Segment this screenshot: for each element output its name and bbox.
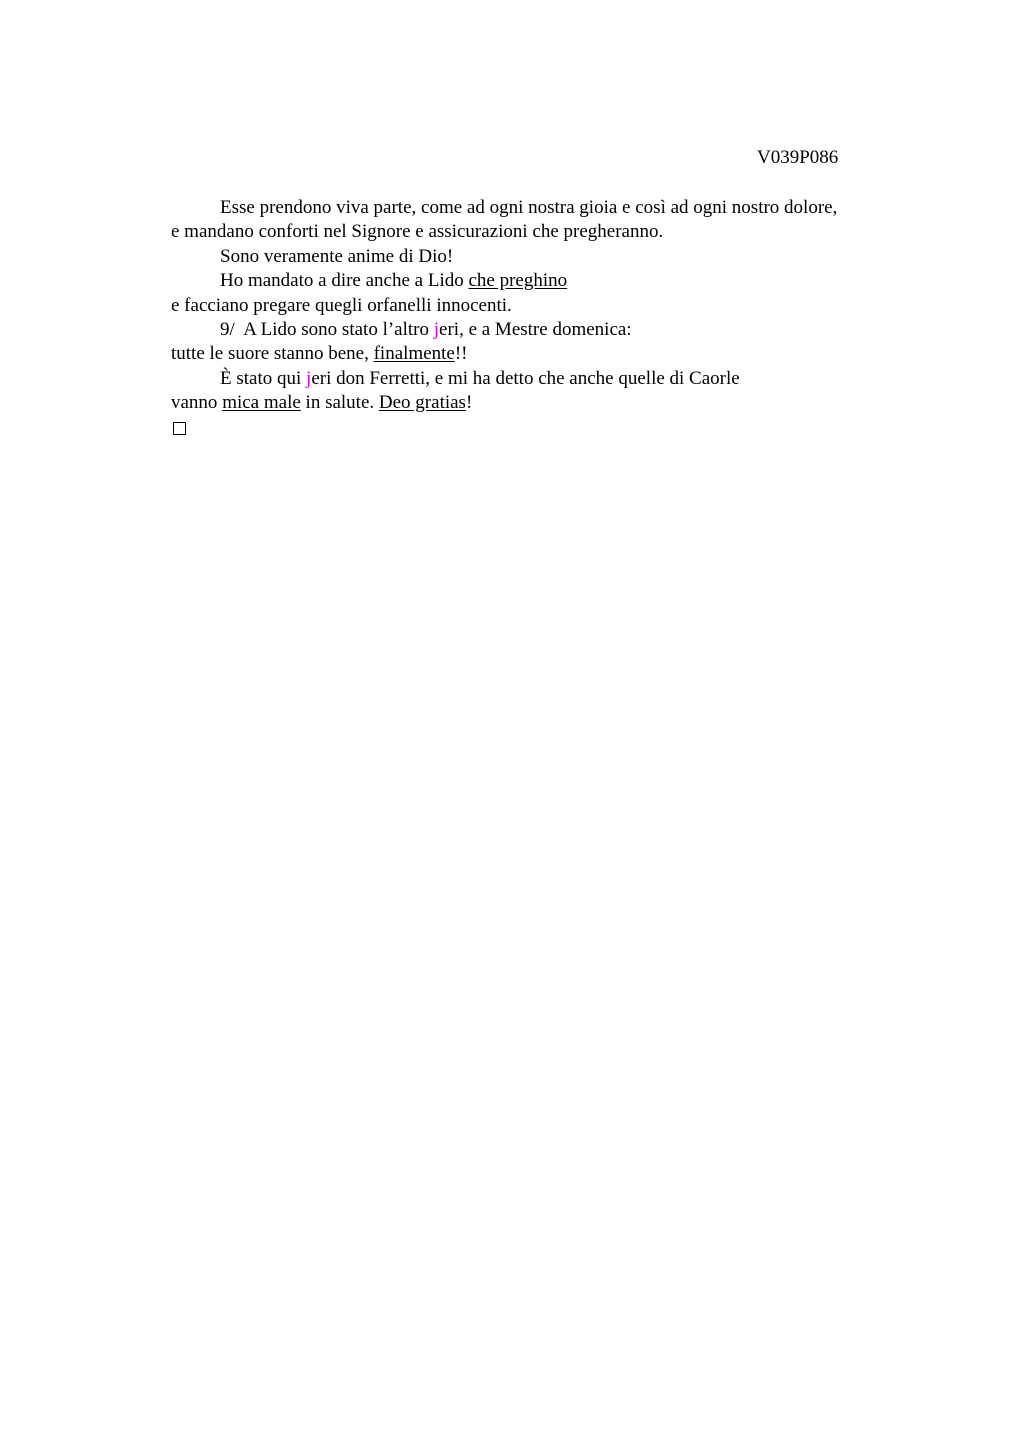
letter-body [171, 196, 931, 440]
text-span: eri don Ferretti, e mi ha detto che anche quelle di Caorle [311, 367, 740, 389]
underlined-text: finalmente [373, 343, 455, 365]
text-line-6 [171, 318, 931, 342]
text-span: in salute. [300, 392, 379, 414]
underlined-text: mica male [222, 392, 301, 414]
text-span: e facciano pregare quegli orfanelli innocenti. [171, 294, 512, 316]
text-span: 9/ A Lido sono stato l’altro [220, 318, 434, 340]
text-span: ! [465, 392, 473, 414]
text-line-5 [171, 294, 931, 318]
text-span: Ho mandato a dire anche a Lido [220, 270, 469, 292]
highlighted-letter: j [433, 318, 440, 340]
page-id: V039P086 [757, 147, 839, 168]
highlighted-letter: j [306, 367, 312, 389]
text-line-2 [171, 220, 931, 244]
text-span: È stato qui [220, 367, 307, 389]
text-span: eri, e a Mestre domenica: [439, 318, 632, 340]
text-line-4 [171, 269, 931, 293]
text-span: vanno [171, 392, 223, 414]
text-line-1 [171, 196, 931, 220]
text-span: !! [454, 343, 468, 365]
text-line-8 [171, 367, 931, 391]
text-line-7 [171, 342, 931, 366]
text-span: Sono veramente anime di Dio! [220, 245, 454, 267]
underlined-text: che preghino [468, 270, 568, 292]
text-line-9 [171, 391, 931, 415]
text-span: e mandano conforti nel Signore e assicurazioni che pregheranno. [171, 221, 664, 243]
text-span: tutte le suore stanno bene, [171, 343, 374, 365]
text-line-3 [171, 245, 931, 269]
end-marker-line [171, 416, 931, 440]
text-span: Esse prendono viva parte, come ad ogni nostra gioia e così ad ogni nostro dolore, [220, 197, 838, 218]
underlined-text: Deo gratias [378, 392, 466, 414]
square-box-icon [173, 422, 186, 435]
